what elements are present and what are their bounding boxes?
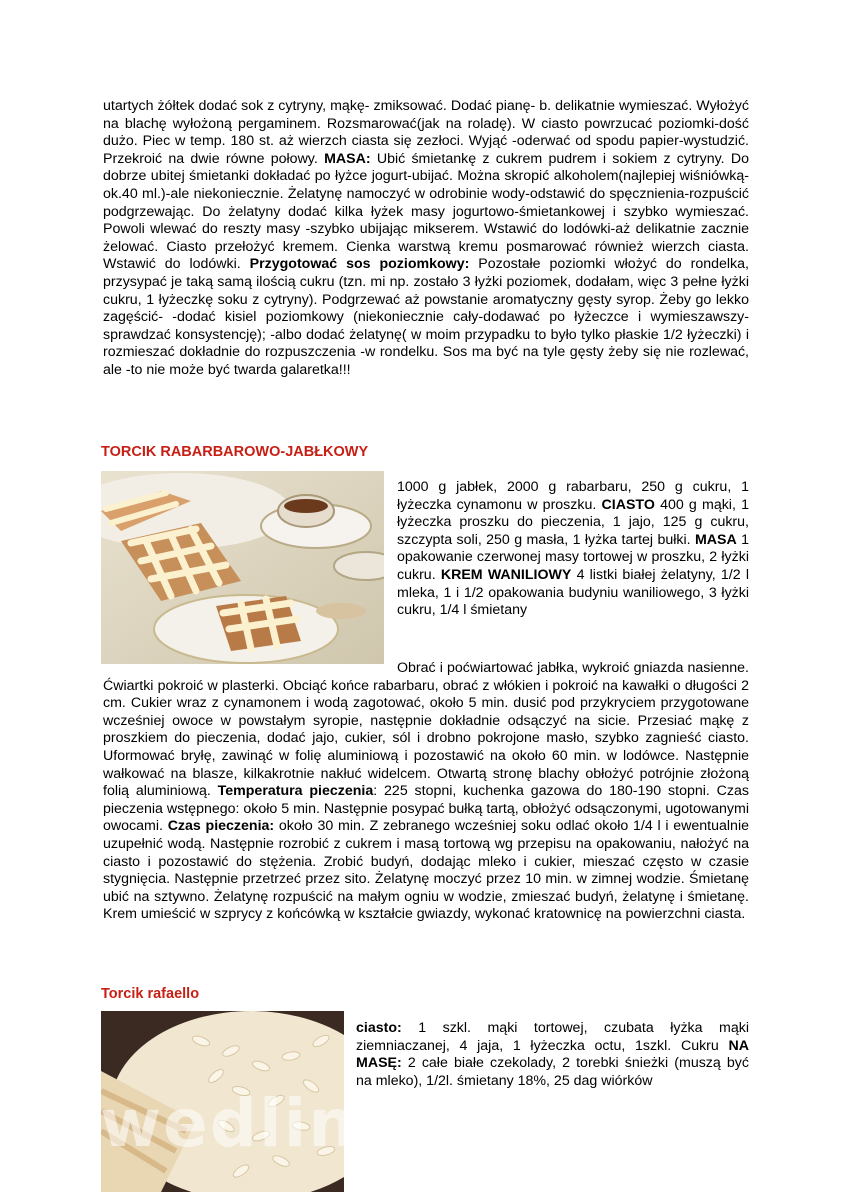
ciasto-label-r2: ciasto: [356, 1020, 402, 1036]
recipe1-method: Obrać i poćwiartować jabłka, wykroić gniazda nasienne. Ćwiartki pokroić w plasterki. Obciąć końce rabarbaru, obrać z włókien i pokroić na kawałki o długości 2 cm. Cukier wraz z cynamonem i wodą zagotować, około 5 min. dusić pod przykryciem przygotowane wcześniej owoce w powstałym syropie, następnie dokładnie odsączyć na sicie. Przesiać mąkę z proszkiem do pieczenia, dodać jajo, cukier, sól i drobno pokrojone masło, szybko zagnieść ciasto. Uformować bryłę, zawinąć w folię aluminiową i pozostawić na około 60 min. w lodówce. Następnie wałkować na blasze, kilkakrotnie nakłuć widelcem. Otwartą stronę blachy obłożyć potrójnie złożoną folią aluminiową. Temperatura pieczenia: 225 stopni, kuchenka gazowa do 180-190 stopni. Czas pieczenia wstępnego: około 5 min. Następnie posypać bułką tartą, obłożyć odsączonymi, ugotowanymi owocami. Czas pieczenia: około 30 min. Z zebranego wcześniej soku odlać około 1/4 l i ewentualnie uzupełnić wodą. Następnie rozrobić z cukrem i masą tortową wg przepisu na opakowaniu, nałożyć na ciasto i pozostawić do stężenia. Zrobić budyń, dodając mleko i cukier, mieszać często w czasie stygnięcia. Następnie przetrzeć przez sito. Żelatynę moczyć przez 10 min. w zimnej wodzie. Śmietanę ubić na sztywno. Żelatynę rozpuścić na małym ogniu w wodzie, zmieszać budyń, żelatynę i śmietanę. Krem umieścić w szprycy z końcówką w kształcie gwiazdy, wykonać kratownicę na powierzchni ciasta. [103, 660, 749, 923]
recipe1-ingredients: 1000 g jabłek, 2000 g rabarbaru, 250 g cukru, 1 łyżeczka cynamonu w proszku. CIASTO 400 g mąki, 1 łyżeczka proszku do pieczenia, 1 jajo, 125 g cukru, szczypta soli, 250 g masła, 1 łyżka tartej bułki. MASA 1 opakowanie czerwonej masy tortowej w proszku, 2 łyżki cukru. KREM WANILIOWY 4 listki białej żelatyny, 1/2 l mleka, 1 i 1/2 opakowania budyniu waniliowego, 3 łyżki cukru, 1/4 l śmietany [397, 479, 749, 619]
cake-image [101, 471, 384, 664]
recipe-title-rafaello: Torcik rafaello [101, 986, 200, 1002]
baking-time-label: Czas pieczenia: [167, 818, 275, 835]
watermark: wedlinydomowe.pl [100, 1085, 828, 1162]
temperature-label: Temperatura pieczenia [217, 783, 374, 800]
recipe2-ingredients: ciasto: 1 szkl. mąki tortowej, czubata łyżka mąki ziemniaczanej, 4 jaja, 1 łyżeczka octu, 1szkl. Cukru NA MASĘ: 2 całe białe czekolady, 2 torebki śnieżki (muszą być na mleko), 1/2l. śmietany 18%, 25 dag wiórków [356, 1020, 749, 1089]
recipe-title-rabarbarowo: TORCIK RABARBAROWO-JABŁKOWY [101, 444, 369, 460]
masa-label-r1: MASA [694, 531, 737, 548]
masa-label: MASA: [324, 150, 371, 167]
ciasto-label: CIASTO [601, 496, 655, 513]
masa-label-r2: NA MASĘ: [356, 1037, 749, 1072]
krem-label: KREM WANILIOWY [440, 566, 572, 583]
rhubarb-apple-cake-photo [101, 471, 384, 664]
intro-paragraph: utartych żółtek dodać sok z cytryny, mąkę- zmiksować. Dodać pianę- b. delikatnie wymieszać. Wyłożyć na blachę wyłożoną pergaminem. Rozsmarować(jak na roladę). W ciasto powrzucać poziomki-dość dużo. Piec w temp. 180 st. aż wierzch ciasta się zezłoci. Wyjąć -oderwać od spodu papier-wystudzić. Przekroić na dwie równe połowy. MASA: Ubić śmietankę z cukrem pudrem i sokiem z cytryny. Do dobrze ubitej śmietanki dokładać po łyżce jogurt-ubijać. Można skropić alkoholem(najlepiej wiśniówką-ok.40 ml.)-ale niekoniecznie. Żelatynę namoczyć w odrobinie wody-odstawić do spęcznienia-rozpuścić podgrzewając. Do żelatyny dodać kilka łyżek masy jogurtowo-śmietankowej i szybko wymieszać. Powoli wlewać do reszty masy -szybko ubijając mikserem. Wstawić do lodówki-aż delikatnie zacznie żelować. Ciasto przełożyć kremem. Cienka warstwą kremu posmarować również wierzch ciasta. Wstawić do lodówki. Przygotować sos poziomkowy: Pozostałe poziomki włożyć do rondelka, przysypać je taką samą ilością cukru (tzn. mi np. zostało 3 łyżki poziomek, dodałam, więc 3 pełne łyżki cukru, 1 łyżeczkę soku z cytryny). Podgrzewać aż powstanie aromatyczny gęsty syrop. Żeby go lekko zagęścić- -dodać kisiel poziomkowy (niekoniecznie cały-dodawać po łyżeczce i wymieszawszy-sprawdzać konsystencję); -albo dodać żelatynę( w moim przypadku to było tylko płaskie 1/2 łyżeczki) i rozmieszać dokładnie do rozpuszczenia -w rondelku. Sos ma być na tyle gęsty żeby się nie rozlewać, ale -to nie może być twarda galaretka!!! [103, 98, 749, 378]
sos-label: Przygotować sos poziomkowy: [249, 256, 470, 273]
